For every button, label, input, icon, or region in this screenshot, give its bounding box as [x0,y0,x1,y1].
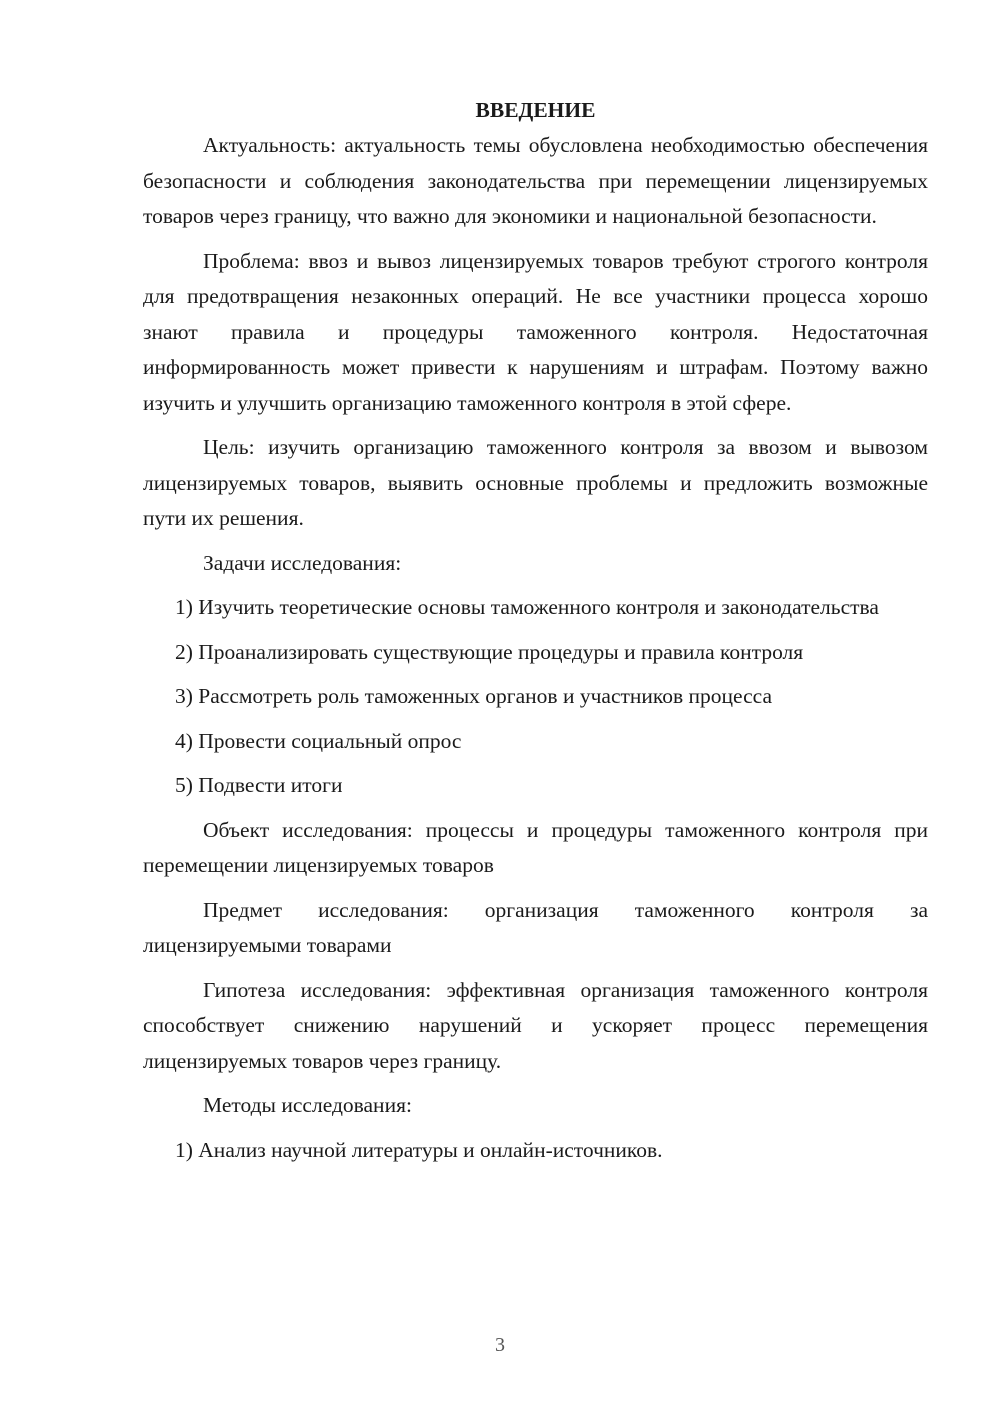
document-page [143,94,928,1177]
task-item-4: 4) Провести социальный опрос [175,728,462,753]
section-title: ВВЕДЕНИЕ [475,98,596,122]
task-item-3: 3) Рассмотреть роль таможенных органов и участников процесса [175,684,773,708]
tasks-heading: Задачи исследования: [203,550,402,575]
subject-paragraph: Предмет исследования: организация таможенного контроля за лицензируемыми товарами [143,897,928,957]
methods-heading: Методы исследования: [203,1093,412,1117]
task-item-2: 2) Проанализировать существующие процедуры и правила контроля [175,639,804,664]
method-item-1: 1) Анализ научной литературы и онлайн-источников. [175,1137,663,1162]
task-item-1: 1) Изучить теоретические основы таможенного контроля и законодательства [175,595,879,619]
task-item-5: 5) Подвести итоги [175,773,343,797]
hypothesis-paragraph: Гипотеза исследования: эффективная организация таможенного контроля способствует снижению нарушений и ускоряет процесс перемещения лицензируемых товаров через границу. [143,977,928,1073]
goal-paragraph: Цель: изучить организацию таможенного контроля за ввозом и вывозом лицензируемых товаров, выявить основные проблемы и предложить возможные пути их решения. [143,435,928,530]
page-number: 3 [495,1334,505,1356]
relevance-paragraph: Актуальность: актуальность темы обусловлена необходимостью обеспечения безопасности и соблюдения законодательства при перемещении лицензируемых товаров через границу, что важно для экономики и национальной безопасности. [143,133,928,228]
object-paragraph: Объект исследования: процессы и процедуры таможенного контроля при перемещении лицензируемых товаров [143,817,928,877]
problem-paragraph: Проблема: ввоз и вывоз лицензируемых товаров требуют строгого контроля для предотвращения незаконных операций. Не все участники процесса хорошо знают правила и процедуры таможенного контроля. Недостаточная информированность может привести к нарушениям и штрафам. Поэтому важно изучить и улучшить организацию таможенного контроля в этой сфере. [143,248,928,415]
